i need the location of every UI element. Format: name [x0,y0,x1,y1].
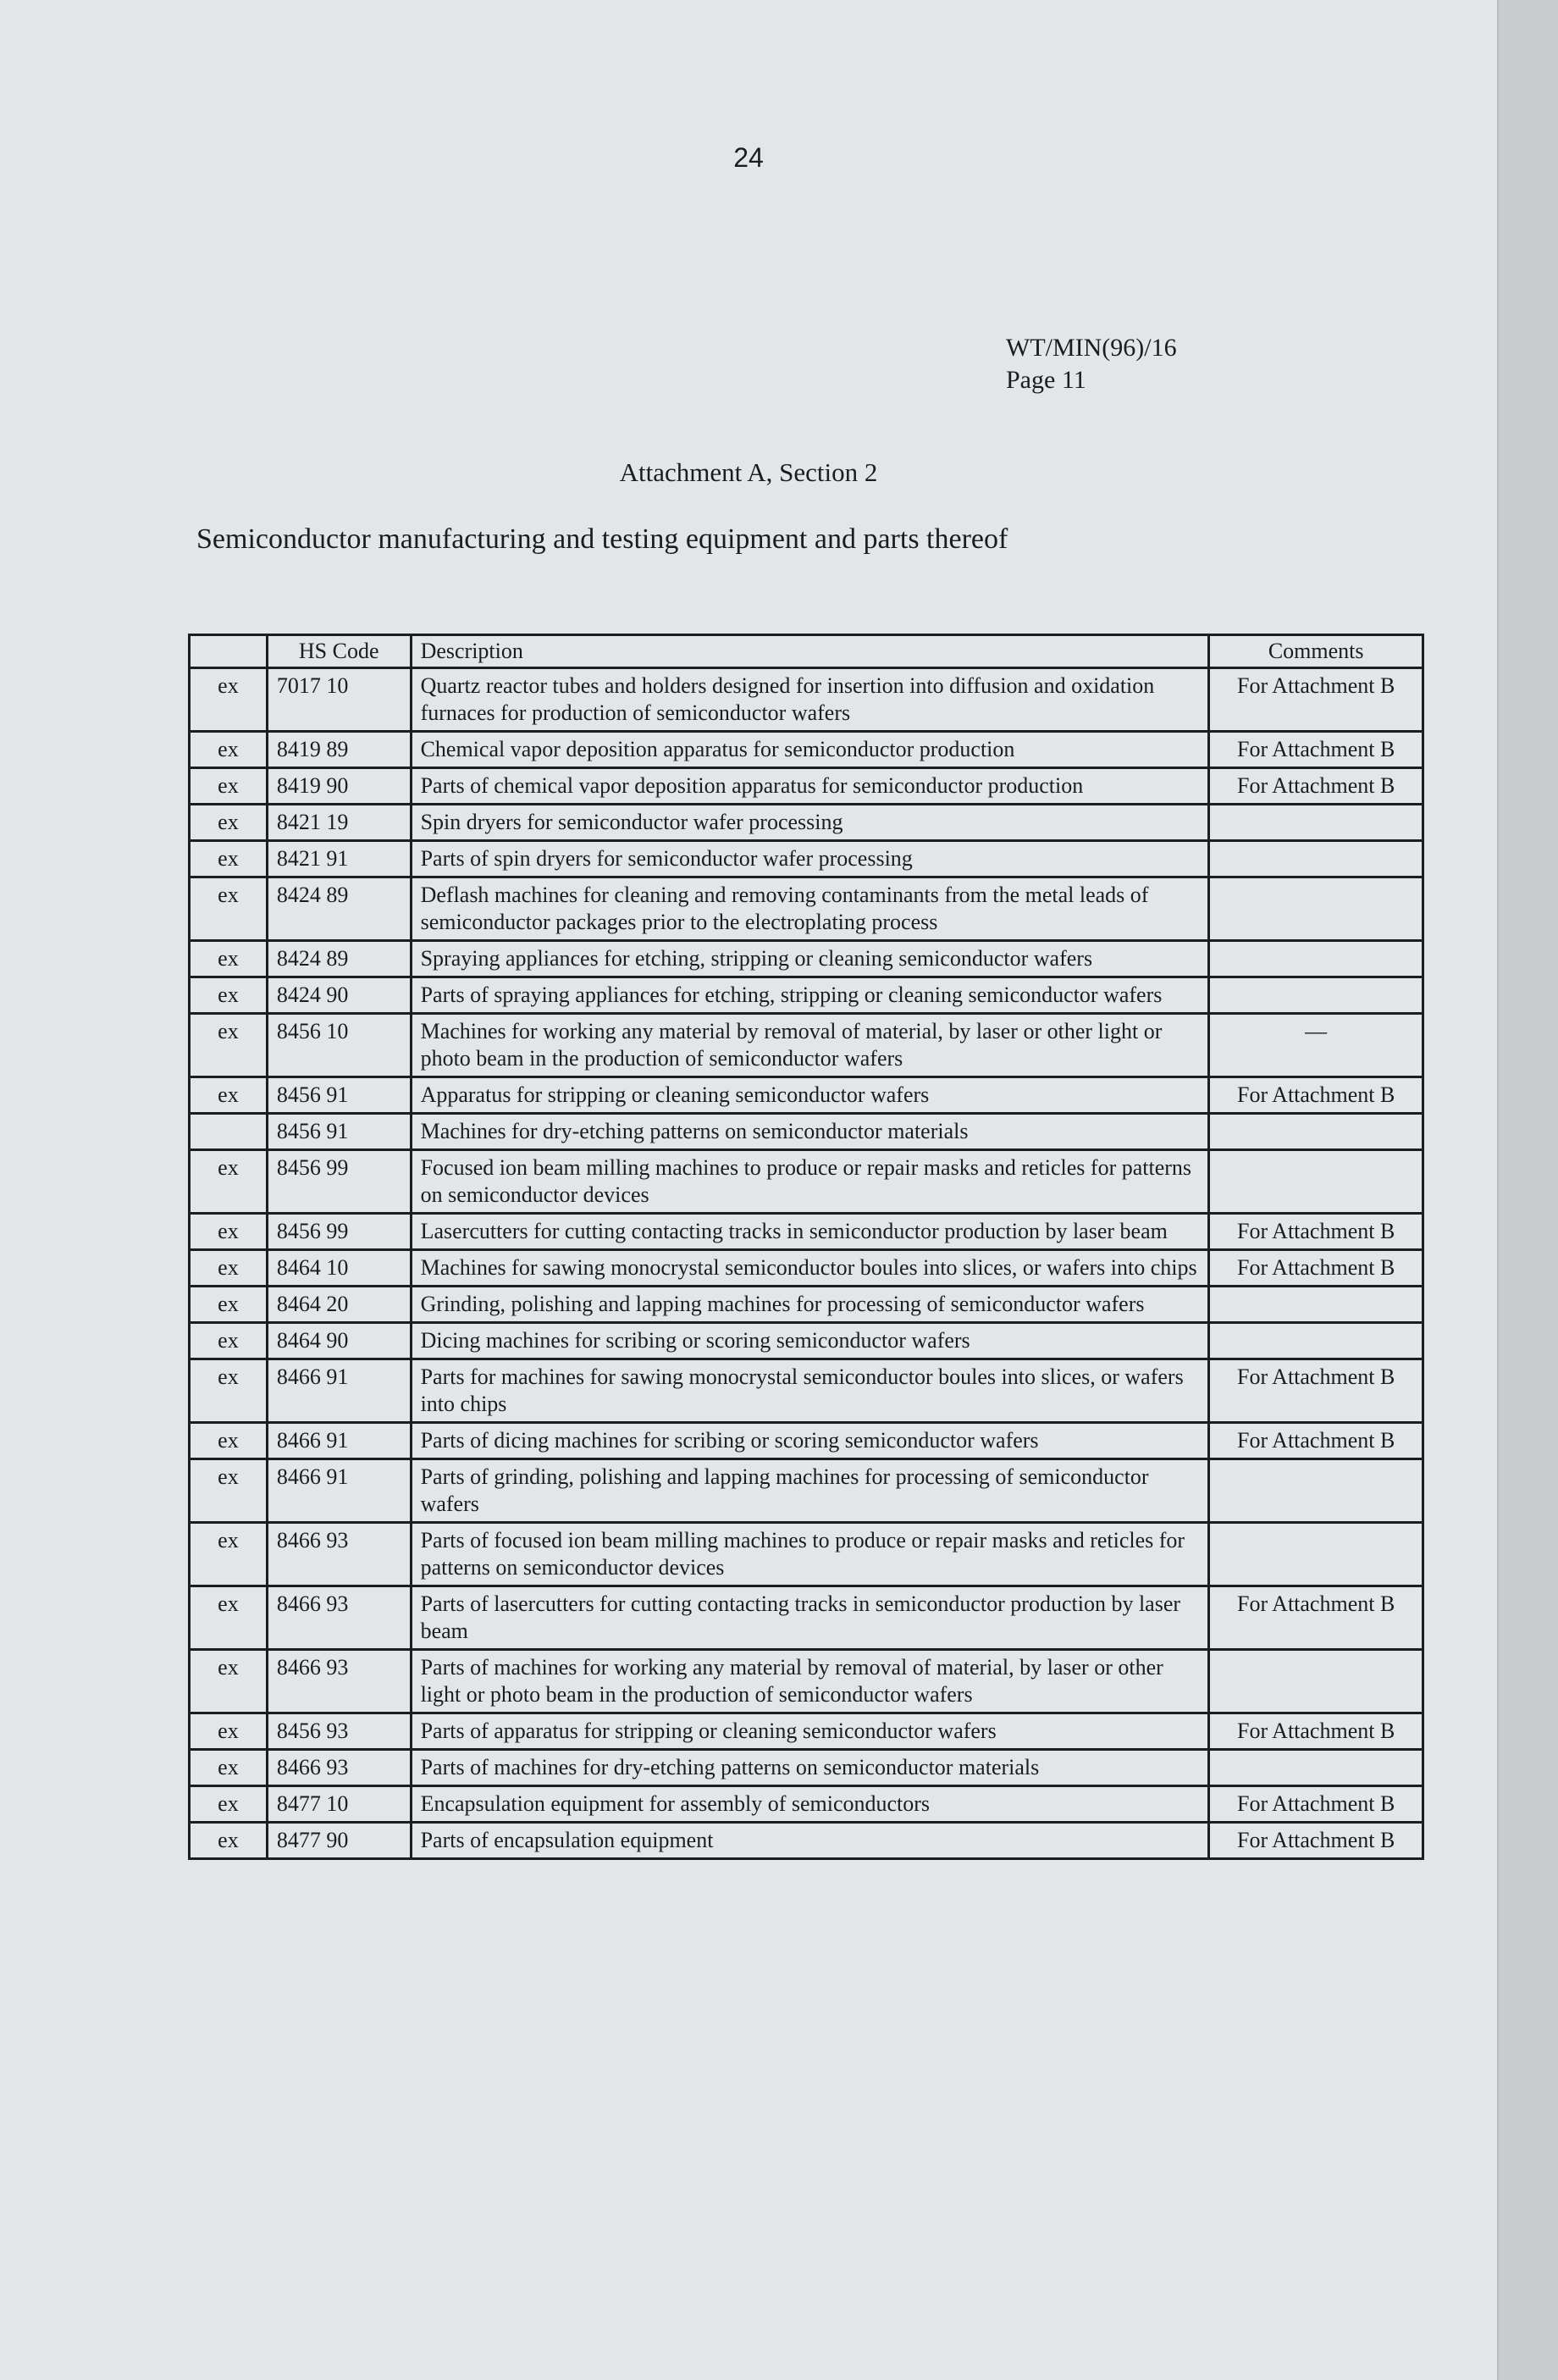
ex-cell: ex [190,1586,268,1650]
ex-cell: ex [190,841,268,877]
comments-cell: For Attachment B [1209,1250,1423,1287]
hs-code-cell: 8466 91 [267,1459,411,1523]
description-cell: Chemical vapor deposition apparatus for semiconductor production [411,732,1209,768]
header-comments: Comments [1209,635,1423,668]
description-cell: Deflash machines for cleaning and removing contaminants from the metal leads of semiconductor packages prior to the electroplating process [411,877,1209,941]
comments-cell: For Attachment B [1209,1077,1423,1114]
attachment-title: Attachment A, Section 2 [619,457,878,487]
hs-code-cell: 8419 89 [267,732,411,768]
comments-cell [1209,1114,1423,1150]
hs-code-cell: 8456 91 [267,1077,411,1114]
document-symbol: WT/MIN(96)/16 [1006,334,1177,362]
table-row [190,1359,1423,1423]
description-cell: Spin dryers for semiconductor wafer processing [411,805,1209,841]
comments-cell [1209,1750,1423,1786]
comments-cell [1209,977,1423,1014]
description-cell: Parts of spin dryers for semiconductor wafer processing [411,841,1209,877]
description-cell: Parts of apparatus for stripping or cleaning semiconductor wafers [411,1713,1209,1750]
hs-code-cell: 8419 90 [267,768,411,805]
table-row [190,1750,1423,1786]
table-row [190,1014,1423,1077]
table-row [190,1287,1423,1323]
ex-cell: ex [190,1323,268,1359]
description-cell: Machines for working any material by removal of material, by laser or other light or photo beam in the production of semiconductor wafers [411,1014,1209,1077]
description-cell: Parts of grinding, polishing and lapping machines for processing of semiconductor wafers [411,1459,1209,1523]
hs-code-cell: 8424 90 [267,977,411,1014]
comments-cell [1209,1650,1423,1713]
comments-cell: For Attachment B [1209,1214,1423,1250]
ex-cell: ex [190,1014,268,1077]
comments-cell [1209,1459,1423,1523]
hs-code-cell: 8464 20 [267,1287,411,1323]
description-cell: Grinding, polishing and lapping machines for processing of semiconductor wafers [411,1287,1209,1323]
description-cell: Spraying appliances for etching, stripping or cleaning semiconductor wafers [411,941,1209,977]
table-row [190,1523,1423,1586]
page-number: 24 [733,142,764,173]
hs-code-cell: 8456 10 [267,1014,411,1077]
description-cell: Machines for sawing monocrystal semiconductor boules into slices, or wafers into chips [411,1250,1209,1287]
description-cell: Parts of encapsulation equipment [411,1823,1209,1859]
description-cell: Apparatus for stripping or cleaning semiconductor wafers [411,1077,1209,1114]
table-row [190,1114,1423,1150]
ex-cell: ex [190,1150,268,1214]
hs-code-cell: 8421 91 [267,841,411,877]
description-cell: Parts of chemical vapor deposition apparatus for semiconductor production [411,768,1209,805]
comments-cell: For Attachment B [1209,768,1423,805]
description-cell: Parts of dicing machines for scribing or scoring semiconductor wafers [411,1423,1209,1459]
hs-code-cell: 8456 93 [267,1713,411,1750]
header-ex [190,635,268,668]
comments-cell [1209,1323,1423,1359]
ex-cell: ex [190,1287,268,1323]
hs-code-cell: 8466 93 [267,1523,411,1586]
comments-cell [1209,841,1423,877]
comments-cell: For Attachment B [1209,1823,1423,1859]
hs-code-cell: 8466 93 [267,1650,411,1713]
description-cell: Dicing machines for scribing or scoring semiconductor wafers [411,1323,1209,1359]
comments-cell: For Attachment B [1209,732,1423,768]
comments-cell: For Attachment B [1209,1786,1423,1823]
description-cell: Encapsulation equipment for assembly of semiconductors [411,1786,1209,1823]
hs-code-cell: 7017 10 [267,668,411,732]
equipment-table [188,634,1424,1860]
ex-cell: ex [190,1713,268,1750]
ex-cell: ex [190,1250,268,1287]
ex-cell: ex [190,1650,268,1713]
table-row [190,1786,1423,1823]
ex-cell: ex [190,1750,268,1786]
hs-code-cell: 8456 99 [267,1150,411,1214]
table-row [190,977,1423,1014]
ex-cell: ex [190,768,268,805]
hs-code-cell: 8456 91 [267,1114,411,1150]
description-cell: Parts for machines for sawing monocrystal semiconductor boules into slices, or wafers into chips [411,1359,1209,1423]
description-cell: Parts of machines for dry-etching patterns on semiconductor materials [411,1750,1209,1786]
hs-code-cell: 8466 91 [267,1359,411,1423]
description-cell: Parts of lasercutters for cutting contacting tracks in semiconductor production by laser beam [411,1586,1209,1650]
ex-cell: ex [190,1823,268,1859]
table-row [190,1650,1423,1713]
ex-cell: ex [190,805,268,841]
hs-code-cell: 8421 19 [267,805,411,841]
section-heading: Semiconductor manufacturing and testing equipment and parts thereof [196,523,1008,555]
hs-code-cell: 8424 89 [267,941,411,977]
description-cell: Lasercutters for cutting contacting tracks in semiconductor production by laser beam [411,1214,1209,1250]
comments-cell: For Attachment B [1209,668,1423,732]
description-cell: Parts of spraying appliances for etching, stripping or cleaning semiconductor wafers [411,977,1209,1014]
ex-cell [190,1114,268,1150]
table-row [190,1214,1423,1250]
hs-code-cell: 8466 91 [267,1423,411,1459]
hs-code-cell: 8464 10 [267,1250,411,1287]
table-row [190,1586,1423,1650]
ex-cell: ex [190,941,268,977]
header-description: Description [411,635,1209,668]
description-cell: Parts of machines for working any material by removal of material, by laser or other light or photo beam in the production of semiconductor wafers [411,1650,1209,1713]
ex-cell: ex [190,1214,268,1250]
page-edge [1497,0,1558,2380]
table-row [190,877,1423,941]
ex-cell: ex [190,1459,268,1523]
table-row [190,841,1423,877]
table-row [190,1423,1423,1459]
hs-code-cell: 8464 90 [267,1323,411,1359]
table-header-row [190,635,1423,668]
hs-code-cell: 8466 93 [267,1750,411,1786]
table-row [190,1250,1423,1287]
ex-cell: ex [190,1359,268,1423]
comments-cell [1209,877,1423,941]
description-cell: Quartz reactor tubes and holders designed for insertion into diffusion and oxidation furnaces for production of semiconductor wafers [411,668,1209,732]
table-row [190,768,1423,805]
ex-cell: ex [190,668,268,732]
hs-code-cell: 8477 10 [267,1786,411,1823]
ex-cell: ex [190,1786,268,1823]
description-cell: Focused ion beam milling machines to produce or repair masks and reticles for patterns on semiconductor devices [411,1150,1209,1214]
comments-cell [1209,1287,1423,1323]
table-row [190,1150,1423,1214]
ex-cell: ex [190,977,268,1014]
description-cell: Parts of focused ion beam milling machines to produce or repair masks and reticles for patterns on semiconductor devices [411,1523,1209,1586]
ex-cell: ex [190,1077,268,1114]
table-row [190,732,1423,768]
document-reference [1006,332,1177,396]
comments-cell [1209,805,1423,841]
table-row [190,668,1423,732]
hs-code-cell: 8477 90 [267,1823,411,1859]
ex-cell: ex [190,1423,268,1459]
comments-cell: For Attachment B [1209,1359,1423,1423]
ex-cell: ex [190,732,268,768]
table-row [190,1459,1423,1523]
comments-cell: For Attachment B [1209,1713,1423,1750]
table-row [190,941,1423,977]
ex-cell: ex [190,877,268,941]
description-cell: Machines for dry-etching patterns on semiconductor materials [411,1114,1209,1150]
comments-cell [1209,1523,1423,1586]
comments-cell [1209,1150,1423,1214]
header-hs-code: HS Code [267,635,411,668]
table-row [190,1077,1423,1114]
hs-code-cell: 8456 99 [267,1214,411,1250]
comments-cell: For Attachment B [1209,1586,1423,1650]
comments-cell: For Attachment B [1209,1423,1423,1459]
hs-code-cell: 8466 93 [267,1586,411,1650]
comments-cell [1209,941,1423,977]
comments-cell: — [1209,1014,1423,1077]
ex-cell: ex [190,1523,268,1586]
table-row [190,805,1423,841]
hs-code-cell: 8424 89 [267,877,411,941]
table-row [190,1823,1423,1859]
page-label: Page 11 [1006,366,1086,394]
table-row [190,1713,1423,1750]
table-row [190,1323,1423,1359]
